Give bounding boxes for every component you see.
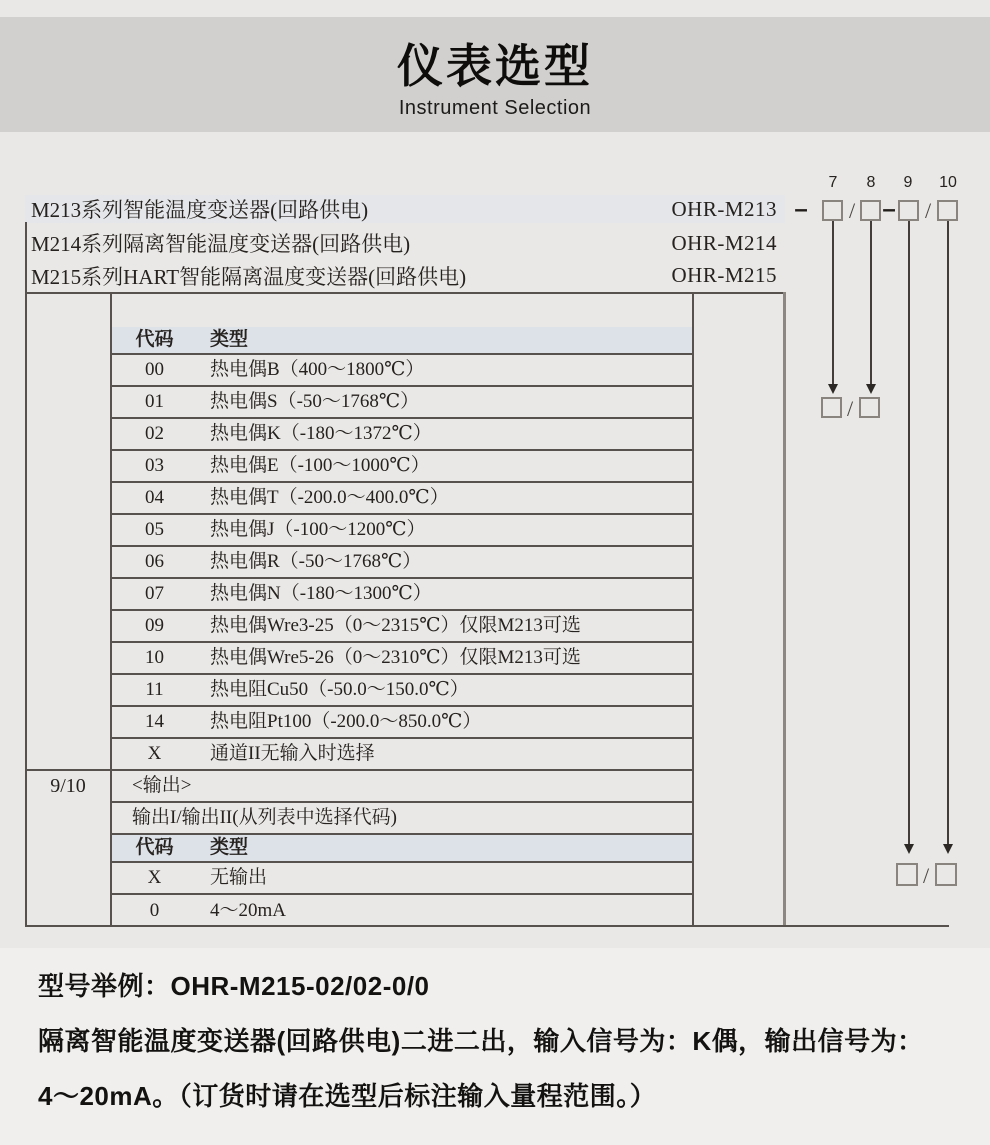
- table-row: [112, 451, 692, 483]
- product-model: OHR-M214: [671, 230, 777, 255]
- header-code: 代码: [135, 837, 174, 858]
- table-row: [112, 611, 692, 643]
- cell-type: 热电偶R（-50～1768℃）: [210, 551, 422, 572]
- cell-code: X: [147, 867, 162, 888]
- cell-code: X: [147, 743, 162, 764]
- output-section-divider: [25, 769, 112, 771]
- page-title: 仪表选型: [397, 40, 593, 92]
- output-table-header: [112, 835, 692, 863]
- table-row: [112, 547, 692, 579]
- cell-code: 01: [145, 391, 164, 412]
- product-row-m215: [25, 259, 785, 292]
- title-band: [0, 17, 990, 132]
- example-desc-line-1: 隔离智能温度变送器(回路供电)二进二出，输入信号为：K偶，输出信号为：: [38, 1026, 924, 1056]
- arrow-down-icon: [866, 384, 876, 394]
- leader-line-8: [870, 221, 872, 384]
- code-box-output-1: [896, 863, 918, 886]
- cell-type: 热电偶Wre5-26（0～2310℃）仅限M213可选: [210, 647, 581, 668]
- cell-code: 11: [145, 679, 164, 700]
- product-name: M213系列智能温度变送器(回路供电): [31, 198, 369, 222]
- header-type: 类型: [210, 837, 249, 858]
- cell-type: 无输出: [210, 867, 268, 888]
- table-row: [112, 515, 692, 547]
- table-row: [112, 863, 692, 895]
- table-row: [112, 483, 692, 515]
- cell-type: 热电偶B（400～1800℃）: [210, 359, 425, 380]
- cell-code: 04: [145, 487, 164, 508]
- code-box-input-2: [859, 397, 880, 418]
- cell-code: 07: [145, 583, 164, 604]
- output-section-note-row: [112, 803, 692, 835]
- table-row: [112, 579, 692, 611]
- table-row: [112, 739, 692, 771]
- arrow-down-icon: [904, 844, 914, 854]
- table-row: [112, 895, 692, 927]
- table-row: [112, 707, 692, 739]
- example-desc-line-2: 4～20mA。（订货时请在选型后标注输入量程范围。）: [38, 1081, 657, 1111]
- product-model: OHR-M213: [671, 196, 777, 221]
- example-model-line: 型号举例：OHR-M215-02/02-0/0: [38, 971, 430, 1001]
- arrow-down-icon: [943, 844, 953, 854]
- digit-label-10: 10: [939, 174, 957, 191]
- table-inner-right-border: [692, 292, 694, 927]
- output-section-title: <输出>: [132, 775, 192, 796]
- output-section-title-row: [112, 771, 692, 803]
- cell-type: 热电偶S（-50～1768℃）: [210, 391, 420, 412]
- code-slash: /: [922, 863, 930, 888]
- digit-label-8: 8: [866, 174, 876, 191]
- cell-code: 06: [145, 551, 164, 572]
- cell-code: 03: [145, 455, 164, 476]
- code-box-7: [822, 200, 843, 221]
- header-code: 代码: [135, 329, 174, 350]
- code-slash: /: [848, 198, 856, 223]
- code-box-10: [937, 200, 958, 221]
- code-slash: /: [924, 198, 932, 223]
- cell-code: 09: [145, 615, 164, 636]
- code-box-9: [898, 200, 919, 221]
- cell-code: 02: [145, 423, 164, 444]
- page-subtitle: Instrument Selection: [398, 97, 592, 119]
- digit-label-7: 7: [828, 174, 838, 191]
- cell-type: 热电偶T（-200.0～400.0℃）: [210, 487, 449, 508]
- cell-type: 热电阻Pt100（-200.0～850.0℃）: [210, 711, 482, 732]
- leader-line-7: [832, 221, 834, 384]
- leader-line-9: [908, 221, 910, 844]
- table-row: [112, 643, 692, 675]
- code-dash: –: [794, 196, 808, 223]
- row-label-9-10: 9/10: [50, 775, 86, 797]
- table-row: [112, 355, 692, 387]
- cell-type: 热电偶J（-100～1200℃）: [210, 519, 426, 540]
- cell-type: 热电偶N（-180～1300℃）: [210, 583, 432, 604]
- header-type: 类型: [210, 329, 249, 350]
- code-box-8: [860, 200, 881, 221]
- table-top-line: [25, 292, 786, 294]
- cell-type: 4～20mA: [210, 900, 287, 921]
- cell-code: 00: [145, 359, 164, 380]
- cell-type: 热电偶K（-180～1372℃）: [210, 423, 432, 444]
- cell-type: 通道II无输入时选择: [210, 743, 375, 764]
- selection-table: [112, 327, 692, 927]
- product-row-m214: [25, 227, 785, 259]
- table-left-border: [25, 222, 27, 927]
- table-row: [112, 419, 692, 451]
- cell-code: 05: [145, 519, 164, 540]
- table-outer-right-border: [783, 292, 786, 927]
- cell-type: 热电偶Wre3-25（0～2315℃）仅限M213可选: [210, 615, 581, 636]
- cell-code: 10: [145, 647, 164, 668]
- table-row: [112, 675, 692, 707]
- product-name: M214系列隔离智能温度变送器(回路供电): [31, 232, 411, 256]
- cell-type: 热电阻Cu50（-50.0～150.0℃）: [210, 679, 469, 700]
- product-row-m213: [25, 195, 785, 223]
- code-slash: /: [846, 396, 854, 421]
- digit-label-9: 9: [903, 174, 913, 191]
- code-box-input-1: [821, 397, 842, 418]
- cell-code: 14: [145, 711, 164, 732]
- cell-type: 热电偶E（-100～1000℃）: [210, 455, 430, 476]
- table-row: [112, 387, 692, 419]
- product-model: OHR-M215: [671, 263, 777, 287]
- output-section-note: 输出I/输出II(从列表中选择代码): [132, 807, 397, 828]
- arrow-down-icon: [828, 384, 838, 394]
- code-dash: –: [882, 196, 896, 223]
- cell-code: 0: [149, 900, 160, 921]
- product-name: M215系列HART智能隔离温度变送器(回路供电): [31, 264, 467, 289]
- code-box-output-2: [935, 863, 957, 886]
- leader-line-10: [947, 221, 949, 844]
- input-table-header: [112, 327, 692, 355]
